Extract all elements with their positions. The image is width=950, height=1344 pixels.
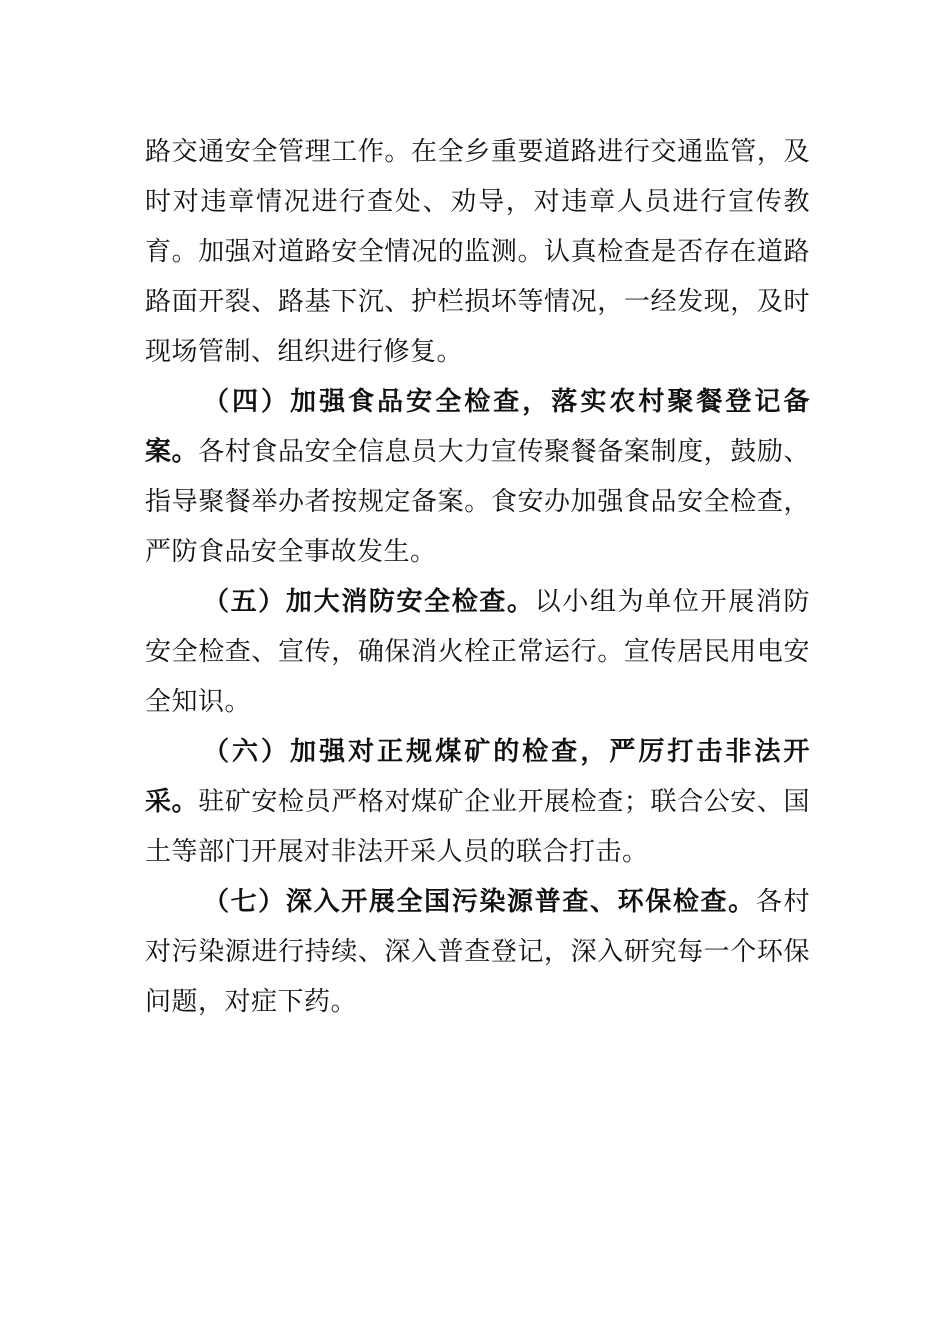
paragraph-lead: （六）加强对正规煤矿的检查，严厉打击非法开采。 (145, 737, 810, 817)
paragraph-food-safety (145, 377, 810, 577)
paragraph-road-safety (145, 127, 810, 377)
paragraph-text: 驻矿安检员严格对煤矿企业开展检查；联合公安、国土等部门开展对非法开采人员的联合打击。 (145, 787, 810, 867)
document-body (145, 127, 810, 1027)
paragraph-text: 以小组为单位开展消防安全检查、宣传，确保消火栓正常运行。宣传居民用电安全知识。 (145, 587, 810, 717)
paragraph-coal-mine (145, 727, 810, 877)
paragraph-text: 路交通安全管理工作。在全乡重要道路进行交通监管，及时对违章情况进行查处、劝导，对违章人员进行宣传教育。加强对道路安全情况的监测。认真检查是否存在道路路面开裂、路基下沉、护栏损坏等情况，一经发现，及时现场管制、组织进行修复。 (145, 137, 810, 367)
paragraph-text: 各村对污染源进行持续、深入普查登记，深入研究每一个环保问题，对症下药。 (145, 887, 810, 1017)
paragraph-lead: （四）加强食品安全检查，落实农村聚餐登记备案。 (145, 387, 810, 467)
paragraph-text: 各村食品安全信息员大力宣传聚餐备案制度，鼓励、指导聚餐举办者按规定备案。食安办加强食品安全检查，严防食品安全事故发生。 (145, 437, 810, 567)
paragraph-lead: （七）深入开展全国污染源普查、环保检查。 (203, 887, 756, 917)
paragraph-lead: （五）加大消防安全检查。 (203, 587, 535, 617)
paragraph-fire-safety (145, 577, 810, 727)
paragraph-pollution-census (145, 877, 810, 1027)
